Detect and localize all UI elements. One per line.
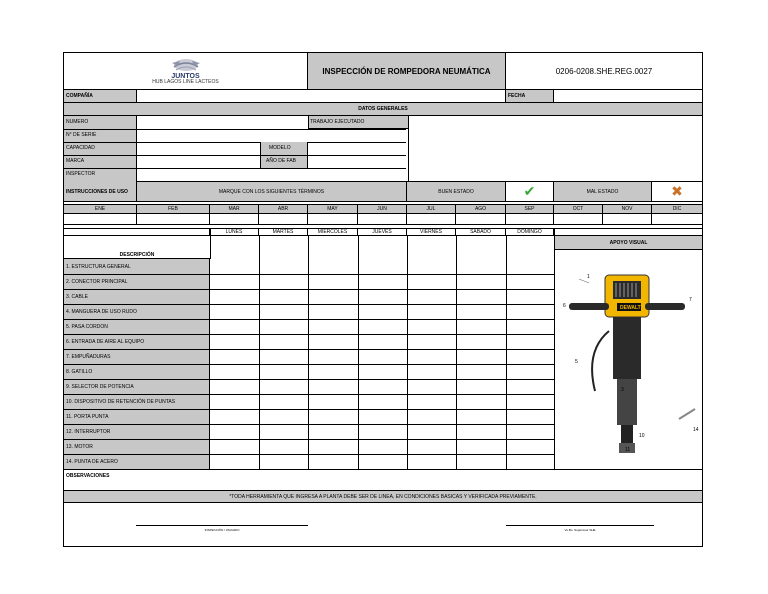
logo-subtitle: HUB LAGOS LINE LACTEOS bbox=[152, 79, 219, 85]
visual-title: APOYO VISUAL bbox=[554, 236, 702, 250]
check-cell[interactable] bbox=[358, 259, 407, 274]
checklist-item: 11. PORTA PUNTA bbox=[66, 414, 109, 420]
month-ene: ENE bbox=[64, 205, 137, 213]
day-lunes: LUNES bbox=[210, 229, 259, 235]
day-martes: MARTES bbox=[259, 229, 308, 235]
check-cell[interactable] bbox=[308, 424, 358, 439]
signature-line-right[interactable] bbox=[506, 525, 654, 526]
checklist bbox=[64, 259, 554, 469]
check-cell[interactable] bbox=[259, 259, 308, 274]
check-cell[interactable] bbox=[456, 259, 506, 274]
month-ago: AGO bbox=[456, 205, 506, 213]
callout-11: 11 bbox=[625, 447, 631, 453]
checklist-item: 4. MANGUERA DE USO RUDO bbox=[66, 309, 137, 315]
check-cell[interactable] bbox=[407, 334, 456, 349]
instructions-label: INSTRUCCIONES DE USO bbox=[64, 182, 137, 201]
check-cell[interactable] bbox=[456, 409, 506, 424]
header-row bbox=[64, 53, 702, 90]
check-cell[interactable] bbox=[210, 289, 259, 304]
checklist-item: 1. ESTRUCTURA GENERAL bbox=[66, 264, 131, 270]
check-cell[interactable] bbox=[506, 409, 554, 424]
observations-input[interactable] bbox=[64, 482, 702, 490]
jackhammer-icon bbox=[555, 251, 702, 469]
check-cell[interactable] bbox=[407, 364, 456, 379]
check-cell[interactable] bbox=[407, 274, 456, 289]
check-cell[interactable] bbox=[358, 424, 407, 439]
footer-note: *TODA HERRAMIENTA QUE INGRESA A PLANTA DEBE SER DE LINEA, EN CONDICIONES BASICAS Y VERIFICADA PREVIAMENTE. bbox=[64, 490, 702, 503]
check-cell[interactable] bbox=[407, 304, 456, 319]
check-cell[interactable] bbox=[259, 304, 308, 319]
callout-1: 1 bbox=[587, 274, 590, 280]
check-cell[interactable] bbox=[358, 364, 407, 379]
check-cell[interactable] bbox=[506, 424, 554, 439]
check-cell[interactable] bbox=[210, 424, 259, 439]
good-label: BUEN ESTADO bbox=[407, 182, 506, 201]
check-cell[interactable] bbox=[456, 439, 506, 454]
checklist-item: 5. PASA CORDON bbox=[66, 324, 108, 330]
checklist-item: 13. MOTOR bbox=[66, 444, 93, 450]
check-icon: ✔ bbox=[506, 182, 554, 201]
check-cell[interactable] bbox=[259, 349, 308, 364]
check-cell[interactable] bbox=[358, 439, 407, 454]
company-input[interactable] bbox=[137, 90, 506, 102]
check-cell[interactable] bbox=[259, 319, 308, 334]
check-cell[interactable] bbox=[358, 454, 407, 469]
numero-label: NUMERO bbox=[66, 119, 89, 125]
check-cell[interactable] bbox=[358, 274, 407, 289]
trabajo-label: TRABAJO EJECUTADO bbox=[310, 119, 365, 125]
check-cell[interactable] bbox=[506, 379, 554, 394]
check-cell[interactable] bbox=[456, 424, 506, 439]
callout-5: 5 bbox=[575, 359, 578, 365]
check-cell[interactable] bbox=[506, 454, 554, 469]
date-input[interactable] bbox=[554, 90, 702, 102]
check-cell[interactable] bbox=[358, 349, 407, 364]
check-cell[interactable] bbox=[407, 424, 456, 439]
check-cell[interactable] bbox=[259, 289, 308, 304]
check-cell[interactable] bbox=[456, 379, 506, 394]
check-cell[interactable] bbox=[210, 439, 259, 454]
day-sabado: SÁBADO bbox=[456, 229, 506, 235]
signature-left-label: INSPECCIÓN / USUARIO bbox=[204, 528, 240, 532]
check-cell[interactable] bbox=[506, 289, 554, 304]
month-dic: DIC bbox=[672, 206, 682, 212]
months-input-row[interactable] bbox=[64, 214, 702, 225]
check-cell[interactable] bbox=[259, 409, 308, 424]
bad-label: MAL ESTADO bbox=[554, 182, 652, 201]
check-cell[interactable] bbox=[407, 409, 456, 424]
check-cell[interactable] bbox=[407, 349, 456, 364]
check-cell[interactable] bbox=[308, 334, 358, 349]
check-cell[interactable] bbox=[308, 274, 358, 289]
check-cell[interactable] bbox=[210, 409, 259, 424]
check-cell[interactable] bbox=[259, 394, 308, 409]
form-title: INSPECCIÓN DE ROMPEDORA NEUMÁTICA bbox=[308, 53, 506, 89]
day-viernes: VIERNES bbox=[407, 229, 456, 235]
check-cell[interactable] bbox=[308, 409, 358, 424]
check-cell[interactable] bbox=[259, 364, 308, 379]
marca-label: MARCA bbox=[66, 158, 85, 164]
check-cell[interactable] bbox=[259, 454, 308, 469]
check-cell[interactable] bbox=[506, 319, 554, 334]
check-cell[interactable] bbox=[308, 289, 358, 304]
check-cell[interactable] bbox=[506, 259, 554, 274]
month-feb: FEB bbox=[137, 205, 210, 213]
instructions-text: MARQUE CON LOS SIGUIENTES TÉRMINOS bbox=[137, 182, 407, 201]
month-abr: ABR bbox=[259, 205, 308, 213]
modelo-label: MODELO bbox=[269, 145, 291, 151]
check-cell[interactable] bbox=[456, 334, 506, 349]
month-jul: JUL bbox=[407, 205, 456, 213]
days-row bbox=[64, 228, 702, 236]
check-cell[interactable] bbox=[308, 364, 358, 379]
general-fields bbox=[64, 116, 702, 182]
month-jun: JUN bbox=[358, 205, 407, 213]
callout-14: 14 bbox=[693, 427, 699, 433]
capacidad-label: CAPACIDAD bbox=[66, 145, 95, 151]
month-oct: OCT bbox=[554, 205, 603, 213]
company-label: COMPAÑÍA bbox=[64, 90, 137, 102]
check-cell[interactable] bbox=[407, 379, 456, 394]
check-cell[interactable] bbox=[210, 274, 259, 289]
check-cell[interactable] bbox=[210, 349, 259, 364]
check-cell[interactable] bbox=[210, 454, 259, 469]
check-cell[interactable] bbox=[456, 364, 506, 379]
check-cell[interactable] bbox=[259, 379, 308, 394]
check-cell[interactable] bbox=[407, 454, 456, 469]
logo-cell bbox=[64, 53, 308, 89]
check-cell[interactable] bbox=[308, 259, 358, 274]
anio-label: AÑO DE FAB bbox=[266, 158, 297, 164]
general-title-row bbox=[64, 103, 702, 116]
cross-icon: ✖ bbox=[671, 183, 683, 199]
check-cell[interactable] bbox=[358, 394, 407, 409]
month-mar: MAR bbox=[210, 205, 259, 213]
checklist-item: 14. PUNTA DE ACERO bbox=[66, 459, 118, 465]
check-cell[interactable] bbox=[506, 439, 554, 454]
check-cell[interactable] bbox=[456, 289, 506, 304]
observations-label: OBSERVACIONES bbox=[66, 473, 110, 479]
month-nov: NOV bbox=[603, 205, 652, 213]
tool-image bbox=[555, 251, 702, 469]
check-cell[interactable] bbox=[308, 454, 358, 469]
day-miercoles: MIÉRCOLES bbox=[308, 229, 358, 235]
check-cell[interactable] bbox=[210, 394, 259, 409]
check-cell[interactable] bbox=[358, 304, 407, 319]
day-jueves: JUEVES bbox=[358, 229, 407, 235]
month-may: MAY bbox=[308, 205, 358, 213]
checklist-item: 2. CONECTOR PRINCIPAL bbox=[66, 279, 128, 285]
check-cell[interactable] bbox=[407, 394, 456, 409]
check-cell[interactable] bbox=[358, 379, 407, 394]
check-cell[interactable] bbox=[506, 364, 554, 379]
callout-6: 6 bbox=[563, 303, 566, 309]
check-cell[interactable] bbox=[456, 304, 506, 319]
check-cell[interactable] bbox=[358, 319, 407, 334]
check-cell[interactable] bbox=[456, 454, 506, 469]
check-cell[interactable] bbox=[210, 364, 259, 379]
checklist-item: 10. DISPOSITIVO DE RETENCIÓN DE PUNTAS bbox=[66, 399, 176, 405]
check-cell[interactable] bbox=[407, 319, 456, 334]
general-title: DATOS GENERALES bbox=[64, 103, 702, 115]
check-cell[interactable] bbox=[210, 304, 259, 319]
months-row bbox=[64, 204, 702, 214]
form-code: 0206-0208.SHE.REG.0027 bbox=[555, 66, 653, 76]
check-cell[interactable] bbox=[506, 394, 554, 409]
serie-label: N° DE SERIE bbox=[66, 132, 97, 138]
check-cell[interactable] bbox=[210, 379, 259, 394]
check-cell[interactable] bbox=[358, 409, 407, 424]
signature-line-left[interactable] bbox=[136, 525, 308, 526]
check-cell[interactable] bbox=[456, 394, 506, 409]
company-row bbox=[64, 90, 702, 103]
tool-brand: DEWALT bbox=[620, 305, 641, 311]
check-cell[interactable] bbox=[308, 439, 358, 454]
day-domingo: DOMINGO bbox=[506, 229, 554, 235]
inspector-label: INSPECTOR bbox=[66, 171, 96, 177]
check-cell[interactable] bbox=[506, 349, 554, 364]
checklist-item: 7. EMPUÑADURAS bbox=[66, 354, 111, 360]
date-label: FECHA bbox=[506, 90, 554, 102]
check-cell[interactable] bbox=[506, 334, 554, 349]
check-cell[interactable] bbox=[259, 424, 308, 439]
check-cell[interactable] bbox=[456, 274, 506, 289]
general-values-area[interactable] bbox=[137, 116, 260, 182]
checklist-item: 8. GATILLO bbox=[66, 369, 93, 375]
check-cell[interactable] bbox=[210, 259, 259, 274]
callout-10: 10 bbox=[639, 433, 645, 439]
checklist-item: 12. INTERRUPTOR bbox=[66, 429, 111, 435]
check-cell[interactable] bbox=[456, 349, 506, 364]
check-cell[interactable] bbox=[506, 304, 554, 319]
check-cell[interactable] bbox=[308, 394, 358, 409]
check-cell[interactable] bbox=[407, 289, 456, 304]
check-cell[interactable] bbox=[308, 304, 358, 319]
signature-right-label: Vo.Bo. Supervisor SHE bbox=[564, 528, 596, 532]
checklist-item: 6. ENTRADA DE AIRE AL EQUIPO bbox=[66, 339, 145, 345]
month-sep: SEP bbox=[506, 205, 554, 213]
description-title: DESCRIPCIÓN bbox=[64, 250, 210, 259]
checklist-item: 9. SELECTOR DE POTENCIA bbox=[66, 384, 134, 390]
checklist-item: 3. CABLE bbox=[66, 294, 88, 300]
check-cell[interactable] bbox=[308, 349, 358, 364]
inspection-form bbox=[63, 52, 703, 547]
check-cell[interactable] bbox=[210, 334, 259, 349]
check-cell[interactable] bbox=[506, 274, 554, 289]
check-cell[interactable] bbox=[456, 319, 506, 334]
check-cell[interactable] bbox=[407, 259, 456, 274]
check-cell[interactable] bbox=[407, 439, 456, 454]
check-cell[interactable] bbox=[210, 319, 259, 334]
callout-7: 7 bbox=[689, 297, 692, 303]
check-cell[interactable] bbox=[358, 334, 407, 349]
check-cell[interactable] bbox=[308, 379, 358, 394]
check-cell[interactable] bbox=[259, 274, 308, 289]
check-cell[interactable] bbox=[358, 289, 407, 304]
callout-3: 3 bbox=[621, 387, 624, 393]
check-cell[interactable] bbox=[259, 439, 308, 454]
logo-word: JUNTOS bbox=[171, 73, 200, 80]
instructions-row bbox=[64, 182, 702, 202]
check-cell[interactable] bbox=[259, 334, 308, 349]
check-cell[interactable] bbox=[308, 319, 358, 334]
